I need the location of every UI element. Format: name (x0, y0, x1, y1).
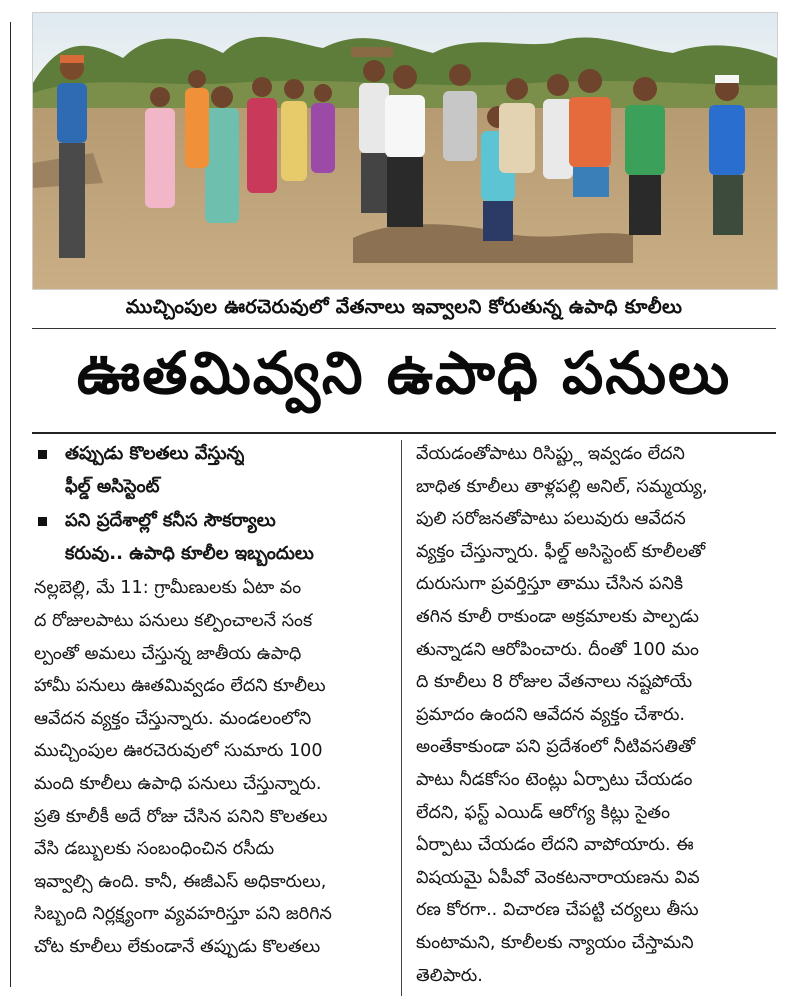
body-line: రణ కోరగా.. విచారణ చేపట్టి చర్యలు తీసు (416, 900, 699, 921)
body-line: దురుసుగా ప్రవర్తిస్తూ తాము చేసిన పనికి (416, 574, 684, 595)
right-column (416, 438, 776, 992)
headline: ఊతమివ్వని ఉపాధి పనులు (76, 338, 732, 407)
caption-divider (32, 328, 776, 329)
body-line: లేదని, ఫస్ట్ ఎయిడ్ ఆరోగ్య కిట్లు సైతం (416, 802, 671, 823)
body-line: వ్యక్తం చేస్తున్నారు. ఫీల్డ్ అసిస్టెంట్ కూలీలతో (416, 541, 706, 562)
bullet-square-icon (38, 517, 47, 526)
body-line: తెలిపారు. (416, 965, 483, 986)
news-photo-workers-icon (33, 13, 777, 289)
body-line: బాధిత కూలీలు తాళ్లపల్లి అనిల్, సమ్మయ్య, (416, 476, 708, 497)
body-line: ప్రతి కూలీకీ అదే రోజు చేసిన పనిని కొలతలు (34, 806, 328, 827)
body-line: ముచ్చింపుల ఊరచెరువులో సుమారు 100 (34, 741, 323, 762)
bullet-line: ఫీల్డ్ అసిస్టెంట్ (65, 475, 160, 497)
body-line: పులి సరోజనతోపాటు పలువురు ఆవేదన (416, 509, 686, 530)
left-body-text (34, 572, 394, 963)
bullet-line: కరువు.. ఉపాధి కూలీల ఇబ్బందులు (65, 542, 314, 564)
body-line: ద రోజులపాటు పనులు కల్పించాలనే సంక (34, 610, 313, 631)
body-line: ఇవ్వాల్సి ఉంది. కానీ, ఈజీఎస్ అధికారులు, (34, 871, 327, 892)
body-line: విషయమై ఏపీవో వెంకటనారాయణను వివ (416, 867, 700, 888)
headline-divider (32, 432, 776, 434)
bullet-item (34, 505, 394, 570)
bullet-line: తప్పుడు కొలతలు వేస్తున్న (65, 443, 245, 464)
body-line: పాటు నీడకోసం టెంట్లు ఏర్పాటు చేయడం (416, 769, 693, 790)
body-line: తున్నాడని ఆరోపించారు. దీంతో 100 మం (416, 639, 699, 660)
page-margin-rule (10, 22, 11, 987)
body-line: హామీ పనులు ఊతమివ్వడం లేదని కూలీలు (34, 676, 326, 697)
body-line: సిబ్బంది నిర్లక్ష్యంగా వ్యవహరిస్తూ పని జరిగిన (34, 904, 332, 925)
body-line: ది కూలీలు 8 రోజుల వేతనాలు నష్టపోయే (416, 672, 693, 693)
bullet-item (34, 438, 394, 503)
bullet-square-icon (38, 450, 47, 459)
body-line: చోట కూలీలు లేకుండానే తప్పుడు కొలతలు (34, 936, 321, 957)
news-photo (32, 12, 778, 290)
column-divider (401, 440, 402, 996)
body-line: తగిన కూలీ రాకుండా అక్రమాలకు పాల్పడు (416, 606, 700, 627)
left-column (34, 438, 394, 964)
photo-caption: ముచ్చింపుల ఊరచెరువులో వేతనాలు ఇవ్వాలని కోరుతున్న ఉపాధి కూలీలు (125, 295, 683, 318)
body-line: ల్పంతో అమలు చేస్తున్న జాతీయ ఉపాధి (34, 643, 302, 664)
body-line: మంది కూలీలు ఉపాధి పనులు చేస్తున్నారు. (34, 773, 322, 794)
body-line: కుంటామని, కూలీలకు న్యాయం చేస్తామని (416, 932, 694, 953)
body-line: ప్రమాదం ఉందని ఆవేదన వ్యక్తం చేశారు. (416, 704, 686, 725)
right-body-text (416, 438, 776, 992)
body-line: వేసి డబ్బులకు సంబంధించిన రసీదు (34, 839, 275, 860)
body-line: అంతేకాకుండా పని ప్రదేశంలో నీటివసతితో (416, 737, 696, 758)
body-line: ఆవేదన వ్యక్తం చేస్తున్నారు. మండలంలోని (34, 708, 312, 729)
bullet-line: పని ప్రదేశాల్లో కనీస సౌకర్యాలు (65, 510, 276, 532)
body-line: ఏర్పాటు చేయడం లేదని వాపోయారు. ఈ (416, 835, 694, 856)
body-line: వేయడంతోపాటు రిసిప్ట్లు ఇవ్వడం లేదని (416, 444, 685, 464)
body-line: నల్లబెల్లి, మే 11: గ్రామీణులకు ఏటా వం (34, 578, 302, 599)
